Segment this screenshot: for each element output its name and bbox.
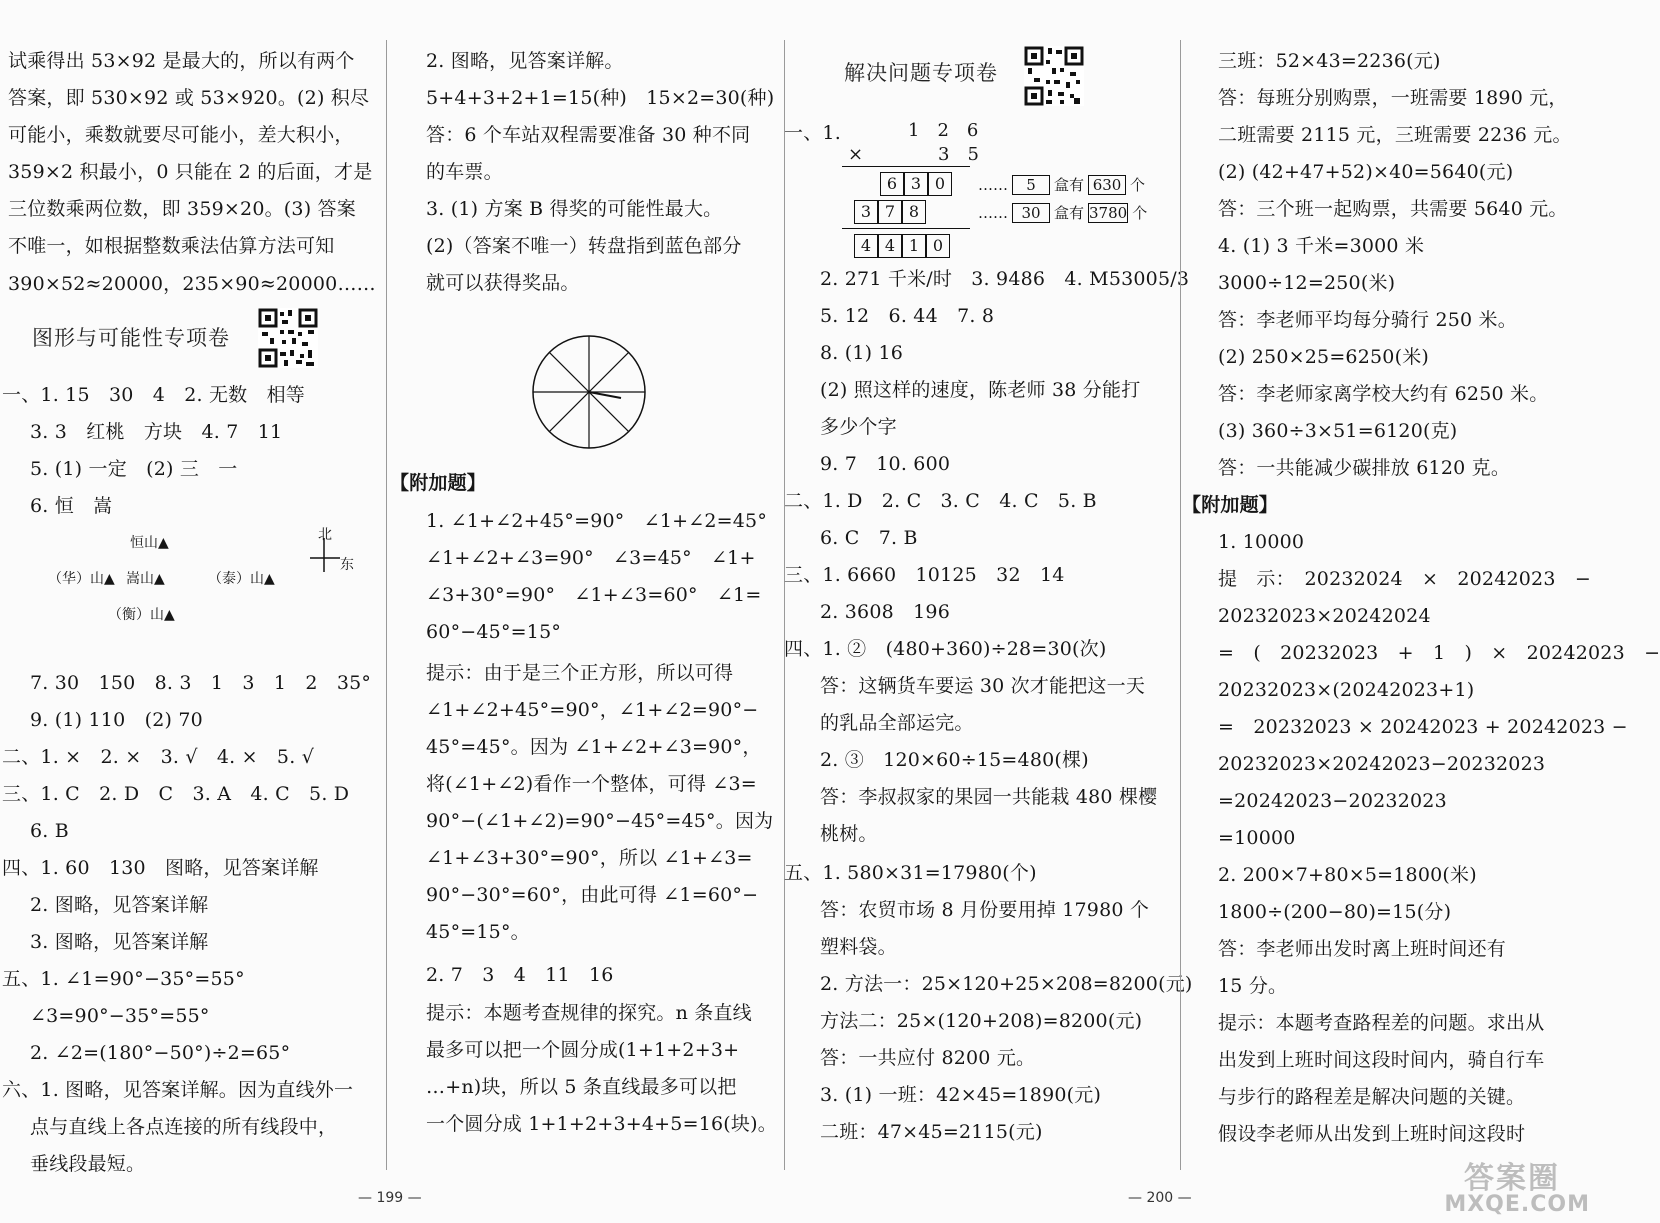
text-line: 二、1. D 2. C 3. C 4. C 5. B xyxy=(784,490,1097,512)
text-line: 一个圆分成 1+1+2+3+4+5=16(块)。 xyxy=(426,1113,777,1135)
text-line: 90°−30°=60°，由此可得 ∠1=60°− xyxy=(426,884,759,906)
digit-box: 1 xyxy=(902,234,926,258)
text-line: 2. 271 千米/时 3. 9486 4. M53005/3 xyxy=(820,268,1190,290)
text-line: 六、1. 图略，见答案详解。因为直线外一 xyxy=(2,1079,354,1101)
text-line: ∠3=90°−35°=55° xyxy=(30,1005,210,1027)
final-product xyxy=(854,234,950,258)
text-line: 垂线段最短。 xyxy=(30,1153,146,1175)
text-line: 三班：52×43=2236(元) xyxy=(1218,50,1441,72)
watermark-logo: 答案圈 xyxy=(1464,1161,1560,1196)
text-line: = ( 20232023 + 1 ) × 20242023 − xyxy=(1218,642,1660,664)
text-line: 答：每班分别购票，一班需要 1890 元， xyxy=(1218,87,1568,109)
text-line: 二班需要 2115 元，三班需要 2236 元。 xyxy=(1218,124,1572,146)
text-line: 三、1. C 2. D C 3. A 4. C 5. D xyxy=(2,783,350,805)
partial-product-2 xyxy=(854,200,926,224)
answer-box: 630 xyxy=(1088,175,1126,195)
text-line: 四、1. 60 130 图略，见答案详解 xyxy=(2,857,319,879)
watermark-url: MXQE.COM xyxy=(1444,1192,1590,1217)
digit: 1 xyxy=(908,120,938,141)
text-line: ∠3+30°=90° ∠1+∠3=60° ∠1= xyxy=(426,584,762,606)
compass-north-label: 北 xyxy=(318,527,332,543)
text-line: 五、1. 580×31=17980(个) xyxy=(784,862,1037,884)
text-line: 就可以获得奖品。 xyxy=(426,272,580,294)
text-line: 三、1. 6660 10125 32 14 xyxy=(784,564,1065,586)
text-line: 答：李老师家离学校大约有 6250 米。 xyxy=(1218,383,1549,405)
text-line: 1. 10000 xyxy=(1218,531,1305,553)
text-line: 答：三个班一起购票，共需要 5640 元。 xyxy=(1218,198,1568,220)
text-line: …+n)块，所以 5 条直线最多可以把 xyxy=(426,1076,737,1098)
text-line: 答：李叔叔家的果园一共能栽 480 棵樱 xyxy=(820,786,1158,808)
annotation-text: 盒有 xyxy=(1054,176,1085,194)
digit-box: 0 xyxy=(926,234,950,258)
rule-line xyxy=(842,166,970,167)
text-line: 提 示： 20232024 × 20242023 − xyxy=(1218,568,1591,590)
column-divider xyxy=(1180,40,1181,1170)
text-line: 90°−(∠1+∠2)=90°−45°=45°。因为 xyxy=(426,810,774,832)
section-title: 解决问题专项卷 xyxy=(844,61,998,85)
text-line: 答：这辆货车要运 30 次才能把这一天 xyxy=(820,675,1146,697)
text-line: ∠1+∠2+∠3=90° ∠3=45° ∠1+ xyxy=(426,547,756,569)
spinner-circle-diagram xyxy=(529,332,649,452)
annotation-text: 盒有 xyxy=(1054,204,1085,222)
text-line: 答案，即 530×92 或 53×920。(2) 积尽 xyxy=(8,87,370,109)
addon-heading: 【附加题】 xyxy=(390,472,487,494)
text-line: 3. (1) 方案 B 得奖的可能性最大。 xyxy=(426,198,723,220)
text-line: 3. 3 红桃 方块 4. 7 11 xyxy=(30,421,283,443)
text-line: 与步行的路程差是解决问题的关键。 xyxy=(1218,1086,1526,1108)
text-line: 假设李老师从出发到上班时间这段时 xyxy=(1218,1123,1526,1145)
dots: …… xyxy=(978,203,1008,222)
text-line: 一、1. 15 30 4 2. 无数 相等 xyxy=(2,384,305,406)
text-line: 桃树。 xyxy=(820,823,878,845)
mountain-map-diagram xyxy=(38,527,378,642)
text-line: 三位数乘两位数，即 359×20。(3) 答案 xyxy=(8,198,356,220)
text-line: 20232023×(20242023+1) xyxy=(1218,679,1475,701)
digit-box: 7 xyxy=(878,200,902,224)
text-line: 二、1. × 2. × 3. √ 4. × 5. √ xyxy=(2,746,315,768)
text-line: 提示：本题考查路程差的问题。求出从 xyxy=(1218,1012,1545,1034)
mountain-label-heng: 恒山▲ xyxy=(130,535,169,551)
page-number-right: — 200 — xyxy=(1128,1190,1192,1206)
text-line: 6. C 7. B xyxy=(820,527,918,549)
text-line: 2. 图略，见答案详解。 xyxy=(426,50,624,72)
text-line: 提示：由于是三个正方形，所以可得 xyxy=(426,662,734,684)
compass-east-label: 东 xyxy=(340,557,354,573)
multiply-sign: × xyxy=(848,144,864,165)
text-line: 点与直线上各点连接的所有线段中， xyxy=(30,1116,338,1138)
column-divider xyxy=(784,40,785,1170)
text-line: 5. 12 6. 44 7. 8 xyxy=(820,305,995,327)
text-line: 45°=15°。 xyxy=(426,921,530,943)
text-line: 9. 7 10. 600 xyxy=(820,453,951,475)
digit-box: 4 xyxy=(854,234,878,258)
text-line: 390×52≈20000，235×90≈20000…… xyxy=(8,273,376,295)
text-line: 4. (1) 3 千米=3000 米 xyxy=(1218,235,1425,257)
text-line: 359×2 积最小，0 只能在 2 的后面，才是 xyxy=(8,161,373,183)
text-line: 6. 恒 嵩 xyxy=(30,495,113,517)
dots: …… xyxy=(978,175,1008,194)
text-line: 5. (1) 一定 (2) 三 一 xyxy=(30,458,238,480)
text-line: 答：6 个车站双程需要准备 30 种不同 xyxy=(426,124,751,146)
text-line: (2) 250×25=6250(米) xyxy=(1218,346,1430,368)
text-line: 2. ∠2=(180°−50°)÷2=65° xyxy=(30,1042,291,1064)
text-line: 最多可以把一个圆分成(1+1+2+3+ xyxy=(426,1039,740,1061)
answer-box: 5 xyxy=(1012,175,1050,195)
text-line: 7. 30 150 8. 3 1 3 1 2 35° xyxy=(30,672,372,694)
text-line: 3000÷12=250(米) xyxy=(1218,272,1396,294)
text-line: = 20232023 × 20242023 + 20242023 − xyxy=(1218,716,1628,738)
text-line: (2)（答案不唯一）转盘指到蓝色部分 xyxy=(426,235,742,257)
text-line: (2) (42+47+52)×40=5640(元) xyxy=(1218,161,1514,183)
text-line: 可能小，乘数就要尽可能小，差大积小， xyxy=(8,124,354,146)
text-line: 出发到上班时间这段时间内，骑自行车 xyxy=(1218,1049,1545,1071)
text-line: 多少个字 xyxy=(820,416,897,438)
unit-text: 个 xyxy=(1130,176,1146,194)
text-line: 答：一共能减少碳排放 6120 克。 xyxy=(1218,457,1511,479)
digit-box: 8 xyxy=(902,200,926,224)
text-line: 提示：本题考查规律的探究。n 条直线 xyxy=(426,1002,752,1024)
text-line: 5+4+3+2+1=15(种) 15×2=30(种) xyxy=(426,87,775,109)
text-line: 8. (1) 16 xyxy=(820,342,904,364)
digit-box: 4 xyxy=(878,234,902,258)
digit: 2 xyxy=(937,120,967,141)
text-line: 五、1. ∠1=90°−35°=55° xyxy=(2,968,245,990)
text-line: 方法二：25×(120+208)=8200(元) xyxy=(820,1010,1143,1032)
text-line: 6. B xyxy=(30,820,69,842)
text-line: ∠1+∠3+30°=90°，所以 ∠1+∠3= xyxy=(426,847,753,869)
text-line: 塑料袋。 xyxy=(820,936,897,958)
text-line: 将(∠1+∠2)看作一个整体，可得 ∠3= xyxy=(426,773,757,795)
qr-code-icon xyxy=(258,308,318,368)
text-line: 答：李老师平均每分骑行 250 米。 xyxy=(1218,309,1517,331)
text-line: 9. (1) 110 (2) 70 xyxy=(30,709,203,731)
column-divider xyxy=(386,40,387,1170)
digit-box: 3 xyxy=(904,172,928,196)
digit: 5 xyxy=(967,144,997,165)
vertical-multiplication-diagram xyxy=(842,120,1172,260)
digit-box: 6 xyxy=(880,172,904,196)
text-line: 不唯一，如根据整数乘法估算方法可知 xyxy=(8,235,335,257)
text-line: 答：李老师出发时离上班时间还有 xyxy=(1218,938,1507,960)
text-line: 60°−45°=15° xyxy=(426,621,562,643)
digit-box: 0 xyxy=(928,172,952,196)
annotation-row-2 xyxy=(978,202,1147,223)
text-line: 四、1. ② (480+360)÷28=30(次) xyxy=(784,638,1107,660)
qr-code-icon xyxy=(1024,46,1084,106)
text-line: 3. 图略，见答案详解 xyxy=(30,931,209,953)
compass-icon xyxy=(308,538,344,574)
text-line: 答：一共应付 8200 元。 xyxy=(820,1047,1036,1069)
text-line: 的乳品全部运完。 xyxy=(820,712,974,734)
answer-box: 30 xyxy=(1012,203,1050,223)
digit: 3 xyxy=(938,144,968,165)
text-line: 15 分。 xyxy=(1218,975,1288,997)
text-line: 2. 方法一：25×120+25×208=8200(元) xyxy=(820,973,1193,995)
mountain-label-tai: （泰）山▲ xyxy=(208,571,275,587)
text-line: 3. (1) 一班：42×45=1890(元) xyxy=(820,1084,1102,1106)
mountain-label-hua: （华）山▲ xyxy=(48,571,115,587)
partial-product-1 xyxy=(880,172,952,196)
digit-box: 3 xyxy=(854,200,878,224)
unit-text: 个 xyxy=(1132,204,1148,222)
text-line: 20232023×20242023−20232023 xyxy=(1218,753,1546,775)
text-line: =20242023−20232023 xyxy=(1218,790,1447,812)
mountain-label-song: 嵩山▲ xyxy=(126,571,165,587)
text-line: (2) 照这样的速度，陈老师 38 分能打 xyxy=(820,379,1141,401)
page-number-left: — 199 — xyxy=(358,1190,422,1206)
mountain-label-heng2: （衡）山▲ xyxy=(108,607,175,623)
text-line: 2. 3608 196 xyxy=(820,601,950,623)
text-line: =10000 xyxy=(1218,827,1296,849)
text-line: 2. 7 3 4 11 16 xyxy=(426,964,614,986)
text-line: 二班：47×45=2115(元) xyxy=(820,1121,1043,1143)
text-line: 2. 200×7+80×5=1800(米) xyxy=(1218,864,1477,886)
answer-box: 3780 xyxy=(1089,203,1128,222)
digit: 6 xyxy=(966,120,997,141)
text-line: ∠1+∠2+45°=90°，∠1+∠2=90°− xyxy=(426,699,759,721)
text-line: 45°=45°。因为 ∠1+∠2+∠3=90°， xyxy=(426,736,762,758)
text-line: 2. ③ 120×60÷15=480(棵) xyxy=(820,749,1089,771)
text-line: 20232023×20242024 xyxy=(1218,605,1431,627)
text-line: 答：农贸市场 8 月份要用掉 17980 个 xyxy=(820,899,1150,921)
text-line: 1800÷(200−80)=15(分) xyxy=(1218,901,1452,923)
addon-heading: 【附加题】 xyxy=(1182,494,1279,516)
text-line: 试乘得出 53×92 是最大的，所以有两个 xyxy=(8,50,355,72)
text-line: 的车票。 xyxy=(426,161,503,183)
question-label: 一、1. xyxy=(784,122,841,144)
text-line: 2. 图略，见答案详解 xyxy=(30,894,209,916)
text-line: (3) 360÷3×51=6120(克) xyxy=(1218,420,1458,442)
text-line: 1. ∠1+∠2+45°=90° ∠1+∠2=45° xyxy=(426,510,768,532)
annotation-row-1 xyxy=(978,174,1145,195)
section-title: 图形与可能性专项卷 xyxy=(32,326,230,350)
rule-line xyxy=(842,228,970,229)
